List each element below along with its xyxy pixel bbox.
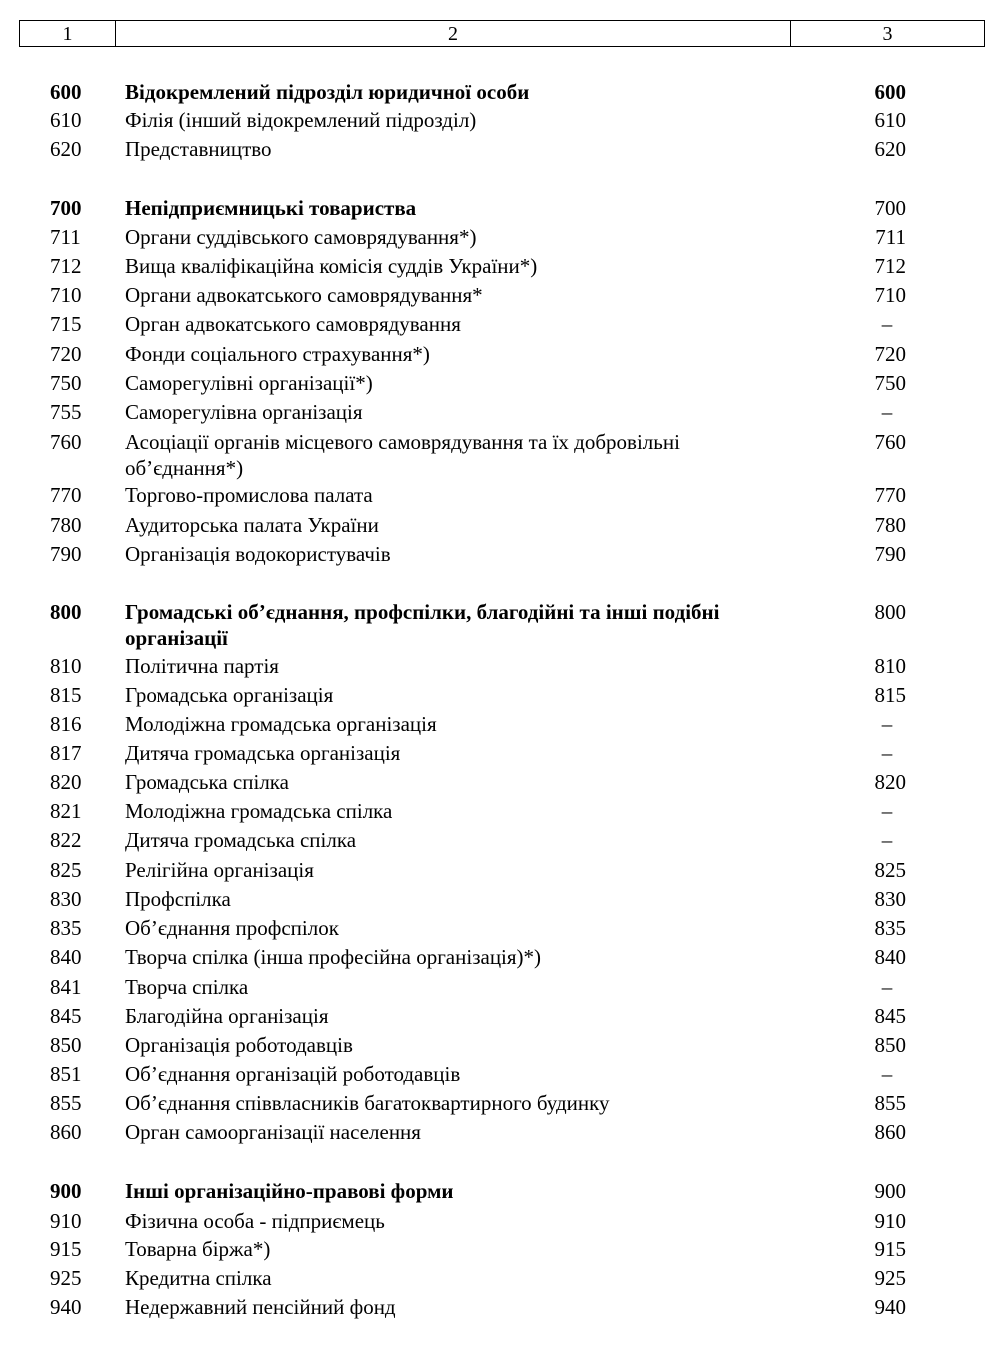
name: Дитяча громадська спілка (125, 828, 357, 852)
list-item (0, 252, 998, 281)
column-header-row (19, 20, 985, 47)
value: 840 (874, 945, 906, 969)
name: Громадська спілка (125, 770, 290, 794)
code: 750 (50, 371, 82, 395)
value: 810 (874, 654, 906, 678)
value: – (881, 975, 893, 999)
list-item (0, 106, 998, 135)
value: – (881, 799, 893, 823)
value: 940 (874, 1295, 906, 1319)
name: Творча спілка (інша професійна організація)*) (125, 945, 542, 969)
list-item (0, 1293, 998, 1322)
code: 720 (50, 342, 82, 366)
code: 822 (50, 828, 82, 852)
list-item (0, 398, 998, 427)
name: Непідприємницькі товариства (125, 196, 417, 220)
list-item (0, 1118, 998, 1147)
list-item (0, 652, 998, 681)
name: Філія (інший відокремлений підрозділ) (125, 108, 477, 132)
section-row (0, 1177, 998, 1206)
name: Асоціації органів місцевого самоврядування та їх добровільні об’єднання*) (125, 430, 680, 480)
name: Молодіжна громадська організація (125, 712, 437, 736)
code: 821 (50, 799, 82, 823)
name: Органи адвокатського самоврядування* (125, 283, 483, 307)
value: 820 (874, 770, 906, 794)
value: 710 (874, 283, 906, 307)
value: 750 (874, 371, 906, 395)
list-item (0, 943, 998, 972)
code: 851 (50, 1062, 82, 1086)
section-row (0, 194, 998, 223)
code: 925 (50, 1266, 82, 1290)
code: 800 (50, 600, 82, 624)
code: 816 (50, 712, 82, 736)
list-item (0, 281, 998, 310)
value: 850 (874, 1033, 906, 1057)
list-item (0, 681, 998, 710)
value: 900 (874, 1179, 906, 1203)
name: Орган адвокатського самоврядування (125, 312, 461, 336)
name: Інші організаційно-правові форми (125, 1179, 454, 1203)
code: 855 (50, 1091, 82, 1115)
list-item (0, 710, 998, 739)
name: Органи суддівського самоврядування*) (125, 225, 477, 249)
column-header-2: 2 (116, 21, 791, 46)
list-item (0, 739, 998, 768)
code: 910 (50, 1209, 82, 1233)
value: 770 (874, 483, 906, 507)
column-header-3: 3 (882, 23, 893, 45)
name: Об’єднання організацій роботодавців (125, 1062, 461, 1086)
list-item (0, 1207, 998, 1236)
list-item (0, 340, 998, 369)
name: Релігійна організація (125, 858, 314, 882)
code: 860 (50, 1120, 82, 1144)
name: Фізична особа - підприємець (125, 1209, 385, 1233)
code: 830 (50, 887, 82, 911)
code: 770 (50, 483, 82, 507)
list-item (0, 826, 998, 855)
value: – (881, 712, 893, 736)
list-item (0, 797, 998, 826)
value: 711 (875, 225, 906, 249)
name: Вища кваліфікаційна комісія суддів України*) (125, 254, 538, 278)
name: Кредитна спілка (125, 1266, 272, 1290)
list-item (0, 1235, 998, 1264)
name: Аудиторська палата України (125, 513, 379, 537)
code: 841 (50, 975, 82, 999)
value: 620 (874, 137, 906, 161)
code: 620 (50, 137, 82, 161)
list-item (0, 369, 998, 398)
name: Саморегулівна організація (125, 400, 363, 424)
section-row (0, 598, 998, 650)
list-item (0, 1264, 998, 1293)
name: Недержавний пенсійний фонд (125, 1295, 396, 1319)
value: 720 (874, 342, 906, 366)
column-header-1: 1 (20, 21, 116, 46)
list-item (0, 511, 998, 540)
list-item (0, 310, 998, 339)
value: 910 (874, 1209, 906, 1233)
code: 755 (50, 400, 82, 424)
code: 940 (50, 1295, 82, 1319)
value: 815 (874, 683, 906, 707)
list-item (0, 856, 998, 885)
code: 820 (50, 770, 82, 794)
name: Дитяча громадська організація (125, 741, 401, 765)
name: Відокремлений підрозділ юридичної особи (125, 80, 530, 104)
value: 835 (874, 916, 906, 940)
list-item (0, 540, 998, 569)
code: 810 (50, 654, 82, 678)
value: 830 (874, 887, 906, 911)
list-item (0, 1060, 998, 1089)
name: Громадська організація (125, 683, 334, 707)
code: 710 (50, 283, 82, 307)
name: Організація роботодавців (125, 1033, 353, 1057)
name: Організація водокористувачів (125, 542, 391, 566)
value: 915 (874, 1237, 906, 1261)
code: 610 (50, 108, 82, 132)
name: Представництво (125, 137, 272, 161)
list-item (0, 1002, 998, 1031)
code: 711 (50, 225, 81, 249)
value: 860 (874, 1120, 906, 1144)
list-item (0, 135, 998, 164)
list-item (0, 768, 998, 797)
value: 855 (874, 1091, 906, 1115)
code: 817 (50, 741, 82, 765)
name: Об’єднання профспілок (125, 916, 339, 940)
value: 925 (874, 1266, 906, 1290)
value: – (881, 312, 893, 336)
value: 780 (874, 513, 906, 537)
code: 760 (50, 430, 82, 454)
list-item (0, 481, 998, 510)
name: Профспілка (125, 887, 231, 911)
name: Торгово-промислова палата (125, 483, 373, 507)
code: 790 (50, 542, 82, 566)
name: Об’єднання співвласників багатоквартирного будинку (125, 1091, 610, 1115)
name: Товарна біржа*) (125, 1237, 271, 1261)
code: 850 (50, 1033, 82, 1057)
code: 835 (50, 916, 82, 940)
value: 760 (874, 430, 906, 454)
name: Орган самоорганізації населення (125, 1120, 421, 1144)
name: Громадські об’єднання, профспілки, благодійні та інші подібні організації (125, 600, 720, 650)
list-item (0, 1031, 998, 1060)
list-item (0, 223, 998, 252)
name: Творча спілка (125, 975, 249, 999)
value: 700 (874, 196, 906, 220)
list-item (0, 1089, 998, 1118)
value: – (881, 741, 893, 765)
name: Саморегулівні організації*) (125, 371, 373, 395)
list-item (0, 973, 998, 1002)
code: 815 (50, 683, 82, 707)
list-item (0, 428, 998, 480)
code: 840 (50, 945, 82, 969)
code: 825 (50, 858, 82, 882)
list-item (0, 914, 998, 943)
section-row (0, 78, 998, 107)
name: Політична партія (125, 654, 279, 678)
code: 915 (50, 1237, 82, 1261)
list-item (0, 885, 998, 914)
value: 845 (874, 1004, 906, 1028)
code: 700 (50, 196, 82, 220)
value: 610 (874, 108, 906, 132)
code: 712 (50, 254, 82, 278)
value: 825 (874, 858, 906, 882)
value: – (881, 400, 893, 424)
name: Молодіжна громадська спілка (125, 799, 393, 823)
value: 600 (874, 80, 906, 104)
name: Благодійна організація (125, 1004, 329, 1028)
value: 790 (874, 542, 906, 566)
code: 780 (50, 513, 82, 537)
code: 900 (50, 1179, 82, 1203)
value: – (881, 828, 893, 852)
value: 800 (874, 600, 906, 624)
code: 600 (50, 80, 82, 104)
name: Фонди соціального страхування*) (125, 342, 430, 366)
code: 845 (50, 1004, 82, 1028)
value: – (881, 1062, 893, 1086)
value: 712 (874, 254, 906, 278)
code: 715 (50, 312, 82, 336)
